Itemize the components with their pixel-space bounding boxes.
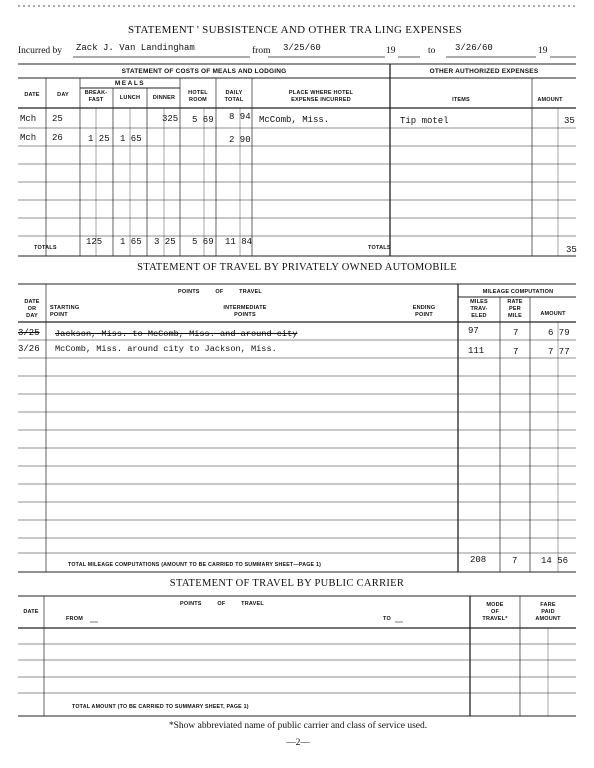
row-hotel: 5 69 — [192, 115, 214, 125]
incurred-name: Zack J. Van Landingham — [76, 43, 195, 53]
auto-col-rate-1: RATE — [507, 299, 523, 305]
auto-col-start-2: POINT — [50, 312, 68, 318]
auto-col-inter-1: INTERMEDIATE — [223, 305, 267, 311]
page-number: —2— — [286, 738, 310, 748]
public-col-fare-2: PAID — [541, 609, 555, 615]
meals-totals-label: TOTALS — [34, 245, 57, 251]
public-points-label: POINTS OF TRAVEL — [180, 601, 264, 607]
auto-total-amount: 14 56 — [541, 556, 569, 566]
auto-col-end-2: POINT — [415, 312, 433, 318]
auto-row-amount: 6 79 — [548, 328, 570, 338]
col-items: ITEMS — [452, 97, 470, 103]
auto-col-miles-3: ELED — [471, 313, 487, 319]
other-totals-label: TOTALS — [368, 245, 391, 251]
public-total-label: TOTAL AMOUNT (TO BE CARRIED TO SUMMARY SHEET, PAGE 1) — [72, 704, 249, 710]
total-dinner: 3 25 — [154, 237, 176, 247]
row-place: McComb, Miss. — [259, 115, 330, 125]
auto-mileage-label: MILEAGE COMPUTATION — [482, 289, 554, 295]
total-hotel: 5 69 — [192, 237, 214, 247]
public-section-title: STATEMENT OF TRAVEL BY PUBLIC CARRIER — [169, 578, 405, 589]
row-lunch: 1 65 — [120, 134, 142, 144]
public-col-fare-3: AMOUNT — [535, 616, 561, 622]
public-from-label: FROM — [66, 616, 83, 622]
col-day: DAY — [57, 92, 69, 98]
auto-row-miles: 111 — [468, 346, 485, 356]
incurred-by-label: Incurred by — [18, 46, 63, 56]
auto-col-end-1: ENDING — [412, 305, 436, 311]
total-lunch: 1 65 — [120, 237, 142, 247]
row-dinner: 325 — [162, 114, 179, 124]
from-date: 3/25/60 — [283, 43, 321, 53]
auto-row-route: McComb, Miss. around city to Jackson, Miss. — [55, 344, 277, 354]
total-daily: 11 84 — [225, 237, 253, 247]
auto-row-route: Jackson, Miss. to McComb, Miss. and around city — [55, 329, 298, 339]
from-label: from — [252, 46, 271, 56]
form-title: STATEMENT ' SUBSISTENCE AND OTHER TRA LING EXPENSES — [128, 24, 463, 36]
row-day: 25 — [52, 114, 63, 124]
auto-col-date-3: DAY — [26, 313, 38, 319]
auto-row-rate: 7 — [513, 328, 519, 338]
col-lunch: LUNCH — [119, 95, 141, 101]
auto-points-label: POINTS OF TRAVEL — [178, 289, 262, 295]
auto-col-rate-3: MILE — [508, 313, 522, 319]
auto-row-miles: 97 — [468, 326, 479, 336]
meals-section-title: STATEMENT OF COSTS OF MEALS AND LODGING — [121, 68, 287, 75]
row-date: Mch — [20, 133, 37, 143]
total-breakfast: 125 — [86, 237, 103, 247]
auto-total-label: TOTAL MILEAGE COMPUTATIONS (AMOUNT TO BE CARRIED TO SUMMARY SHEET—PAGE 1) — [68, 562, 322, 568]
auto-col-amount: AMOUNT — [540, 311, 566, 317]
public-to-label: TO — [383, 616, 391, 622]
footnote: *Show abbreviated name of public carrier and class of service used. — [168, 721, 428, 731]
auto-row-amount: 7 77 — [548, 347, 570, 357]
other-section-title: OTHER AUTHORIZED EXPENSES — [429, 68, 539, 75]
row-daily: 8 94 — [229, 112, 251, 122]
auto-section-title: STATEMENT OF TRAVEL BY PRIVATELY OWNED AUTOMOBILE — [137, 262, 457, 273]
meals-label: MEALS — [114, 80, 146, 87]
col-amount: AMOUNT — [537, 97, 563, 103]
col-place-2: EXPENSE INCURRED — [291, 97, 351, 103]
other-total: 35 — [566, 245, 577, 255]
auto-col-rate-2: PER — [509, 306, 521, 312]
auto-col-miles-2: TRAV- — [470, 306, 488, 312]
other-item: Tip motel — [400, 116, 449, 126]
row-day: 26 — [52, 133, 63, 143]
auto-row-date: 3/25 — [18, 328, 40, 338]
auto-col-date-2: OR — [27, 306, 37, 312]
public-col-fare-1: FARE — [540, 602, 556, 608]
col-hotel-2: ROOM — [189, 97, 207, 103]
col-daily-2: TOTAL — [224, 97, 244, 103]
auto-col-date-1: DATE — [24, 299, 40, 305]
other-amount: 35 — [564, 116, 575, 126]
public-col-mode-3: TRAVEL* — [482, 616, 508, 622]
auto-col-inter-2: POINTS — [234, 312, 256, 318]
year-label-2: 19 — [538, 46, 548, 56]
col-breakfast-1: BREAK- — [84, 90, 108, 96]
public-col-mode-1: MODE — [486, 602, 504, 608]
row-breakfast: 1 25 — [88, 134, 110, 144]
col-date: DATE — [24, 92, 40, 98]
auto-total-miles: 208 — [470, 555, 487, 565]
to-date: 3/26/60 — [455, 43, 493, 53]
to-label: to — [428, 46, 436, 56]
col-dinner: DINNER — [152, 95, 176, 101]
col-daily-1: DAILY — [225, 90, 243, 96]
auto-col-start-1: STARTING — [50, 305, 80, 311]
auto-row-date: 3/26 — [18, 344, 40, 354]
row-daily: 2 90 — [229, 135, 251, 145]
col-breakfast-2: FAST — [88, 97, 104, 103]
col-place-1: PLACE WHERE HOTEL — [288, 90, 354, 96]
public-col-date: DATE — [23, 609, 39, 615]
public-col-mode-2: OF — [490, 609, 500, 615]
auto-total-rate: 7 — [512, 556, 518, 566]
col-hotel-1: HOTEL — [188, 90, 208, 96]
auto-row-rate: 7 — [513, 347, 519, 357]
auto-col-miles-1: MILES — [470, 299, 488, 305]
year-label-1: 19 — [386, 46, 396, 56]
row-date: Mch — [20, 114, 37, 124]
